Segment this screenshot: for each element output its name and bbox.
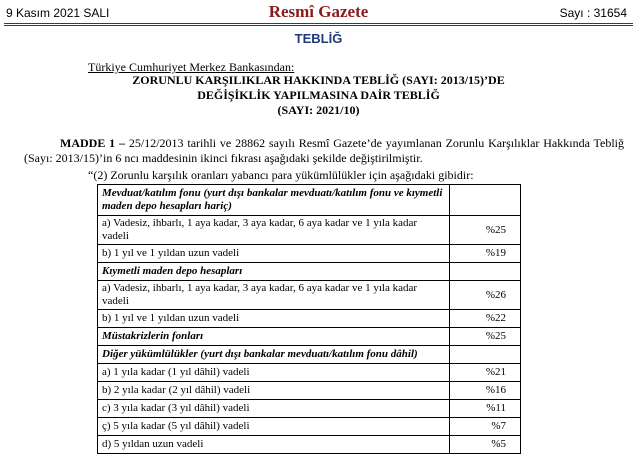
rate-value: %7 — [450, 418, 521, 436]
table-row — [98, 436, 521, 454]
rate-description: c) 3 yıla kadar (3 yıl dâhil) vadeli — [98, 400, 450, 418]
header-divider — [4, 23, 633, 26]
table-row — [98, 185, 521, 216]
rate-description: b) 1 yıl ve 1 yıldan uzun vadeli — [98, 245, 450, 263]
reserve-rates-table — [97, 184, 521, 454]
header-date: 9 Kasım 2021 SALI — [6, 6, 110, 20]
section-label: TEBLİĞ — [294, 31, 343, 46]
rate-value: %22 — [450, 310, 521, 328]
document-title-line-2: DEĞİŞİKLİK YAPILMASINA DAİR TEBLİĞ — [197, 88, 440, 102]
table-row — [98, 310, 521, 328]
table-row — [98, 328, 521, 346]
table-row — [98, 346, 521, 364]
rate-value: %5 — [450, 436, 521, 454]
rate-value: %11 — [450, 400, 521, 418]
gazette-title: Resmî Gazete — [268, 2, 369, 21]
rate-value — [450, 263, 521, 281]
table-row — [98, 281, 521, 310]
document-title-line-1: ZORUNLU KARŞILIKLAR HAKKINDA TEBLİĞ (SAYI: 2013/15)’DE — [132, 73, 505, 87]
table-row — [98, 418, 521, 436]
rate-description: Mevduat/katılım fonu (yurt dışı bankalar mevduatı/katılım fonu ve kıymetli maden depo hesapları hariç) — [98, 185, 450, 216]
rate-description: b) 1 yıl ve 1 yıldan uzun vadeli — [98, 310, 450, 328]
issuer-line: Türkiye Cumhuriyet Merkez Bankasından: — [88, 60, 295, 74]
rate-value: %25 — [450, 328, 521, 346]
article-text: 25/12/2013 tarihli ve 28862 sayılı Resmî Gazete’de yayımlanan Zorunlu Karşılıklar Hakkında Tebliğ (Sayı: 2013/15)’in 6 ncı maddesinin ikinci fıkrası aşağıdaki şekilde değiştirilmiştir. — [24, 136, 625, 165]
rate-value: %26 — [450, 281, 521, 310]
table-row — [98, 364, 521, 382]
rate-value — [450, 185, 521, 216]
rate-description: Müstakrizlerin fonları — [98, 328, 450, 346]
table-row — [98, 263, 521, 281]
rate-description: d) 5 yıldan uzun vadeli — [98, 436, 450, 454]
issue-number: Sayı : 31654 — [559, 6, 627, 20]
table-row — [98, 216, 521, 245]
rate-value — [450, 346, 521, 364]
rate-description: a) Vadesiz, ihbarlı, 1 aya kadar, 3 aya kadar, 6 aya kadar ve 1 yıla kadar vadeli — [98, 216, 450, 245]
rate-description: a) Vadesiz, ihbarlı, 1 aya kadar, 3 aya kadar, 6 aya kadar ve 1 yıla kadar vadeli — [98, 281, 450, 310]
document-title — [0, 73, 637, 118]
intro-line: “(2) Zorunlu karşılık oranları yabancı para yükümlülükler için aşağıdaki gibidir: — [88, 168, 474, 182]
rate-description: Diğer yükümlülükler (yurt dışı bankalar mevduatı/katılım fonu dâhil) — [98, 346, 450, 364]
rate-value: %19 — [450, 245, 521, 263]
rate-value: %25 — [450, 216, 521, 245]
rate-value: %16 — [450, 382, 521, 400]
rate-value: %21 — [450, 364, 521, 382]
article-paragraph — [24, 136, 624, 166]
table-row — [98, 400, 521, 418]
rate-description: ç) 5 yıla kadar (5 yıl dâhil) vadeli — [98, 418, 450, 436]
rate-description: b) 2 yıla kadar (2 yıl dâhil) vadeli — [98, 382, 450, 400]
table-row — [98, 245, 521, 263]
rate-description: Kıymetli maden depo hesapları — [98, 263, 450, 281]
article-label: MADDE 1 – — [60, 136, 126, 150]
rate-description: a) 1 yıla kadar (1 yıl dâhil) vadeli — [98, 364, 450, 382]
table-row — [98, 382, 521, 400]
document-title-line-3: (SAYI: 2021/10) — [277, 103, 360, 117]
